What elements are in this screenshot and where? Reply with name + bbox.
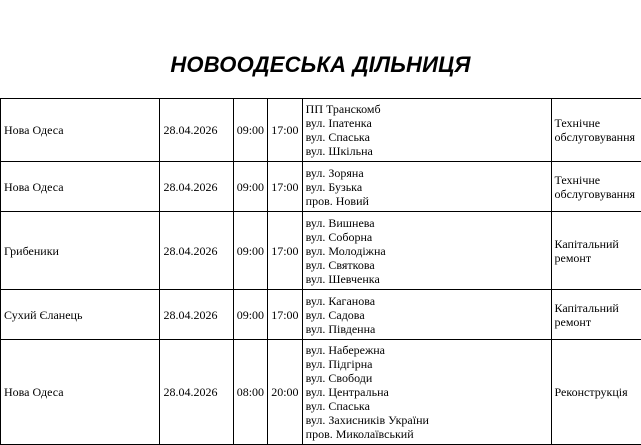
end-time-cell: 17:00: [268, 99, 303, 162]
street-item: вул. Спаська: [305, 130, 370, 144]
work-type-cell: Капітальний ремонт: [551, 290, 641, 340]
work-type-cell: Капітальний ремонт: [551, 212, 641, 290]
start-time-cell: 08:00: [233, 340, 268, 445]
street-item: вул. Південна: [305, 321, 376, 336]
table-row: [1, 290, 641, 340]
street-item: вул. Молодіжна: [305, 243, 386, 258]
start-time-cell: 09:00: [233, 290, 268, 340]
location-cell: Нова Одеса: [1, 99, 160, 162]
end-time-cell: 20:00: [268, 340, 303, 445]
street-item: вул. Зоряна: [305, 165, 364, 180]
work-type-cell: Технічне обслуговування: [551, 162, 641, 212]
start-time-cell: 09:00: [233, 212, 268, 290]
street-item: вул. Свободи: [305, 371, 373, 385]
streets-cell: [302, 162, 551, 212]
end-time-cell: 17:00: [268, 162, 303, 212]
page-title: НОВООДЕСЬКА ДІЛЬНИЦЯ: [170, 52, 471, 77]
date-cell: 28.04.2026: [160, 162, 233, 212]
street-item: пров. Новий: [305, 193, 369, 208]
table-row: [1, 99, 641, 162]
street-item: вул. Центральна: [305, 385, 389, 399]
street-item: вул. Святкова: [305, 257, 375, 272]
street-item: пров. Миколаївський: [305, 427, 414, 441]
street-item: вул. Садова: [305, 307, 365, 322]
location-cell: Нова Одеса: [1, 162, 160, 212]
street-item: вул. Соборна: [305, 229, 373, 244]
location-cell: Грибеники: [1, 212, 160, 290]
date-cell: 28.04.2026: [160, 290, 233, 340]
street-item: вул. Набережна: [305, 343, 386, 357]
work-type-cell: Технічне обслуговування: [551, 99, 641, 162]
streets-cell: [302, 340, 551, 445]
table-row: [1, 340, 641, 445]
end-time-cell: 17:00: [268, 212, 303, 290]
date-cell: 28.04.2026: [160, 99, 233, 162]
work-type-cell: Реконструкція: [551, 340, 641, 445]
street-item: вул. Підгірна: [305, 357, 373, 371]
street-item: вул. Захисників України: [305, 413, 429, 427]
street-item: ПП Транскомб: [305, 102, 381, 116]
street-item: вул. Бузька: [305, 179, 363, 194]
street-item: вул. Вишнева: [305, 215, 375, 230]
outage-schedule-table: [0, 98, 641, 445]
location-cell: Нова Одеса: [1, 340, 160, 445]
table-row: [1, 162, 641, 212]
start-time-cell: 09:00: [233, 99, 268, 162]
end-time-cell: 17:00: [268, 290, 303, 340]
streets-cell: [302, 99, 551, 162]
start-time-cell: 09:00: [233, 162, 268, 212]
street-item: вул. Шевченка: [305, 271, 380, 286]
streets-cell: [302, 212, 551, 290]
streets-cell: [302, 290, 551, 340]
street-item: вул. Іпатенка: [305, 116, 372, 130]
date-cell: 28.04.2026: [160, 340, 233, 445]
date-cell: 28.04.2026: [160, 212, 233, 290]
street-item: вул. Каганова: [305, 293, 376, 308]
location-cell: Сухий Єланець: [1, 290, 160, 340]
table-row: [1, 212, 641, 290]
street-item: вул. Шкільна: [305, 144, 373, 158]
street-item: вул. Спаська: [305, 399, 370, 413]
